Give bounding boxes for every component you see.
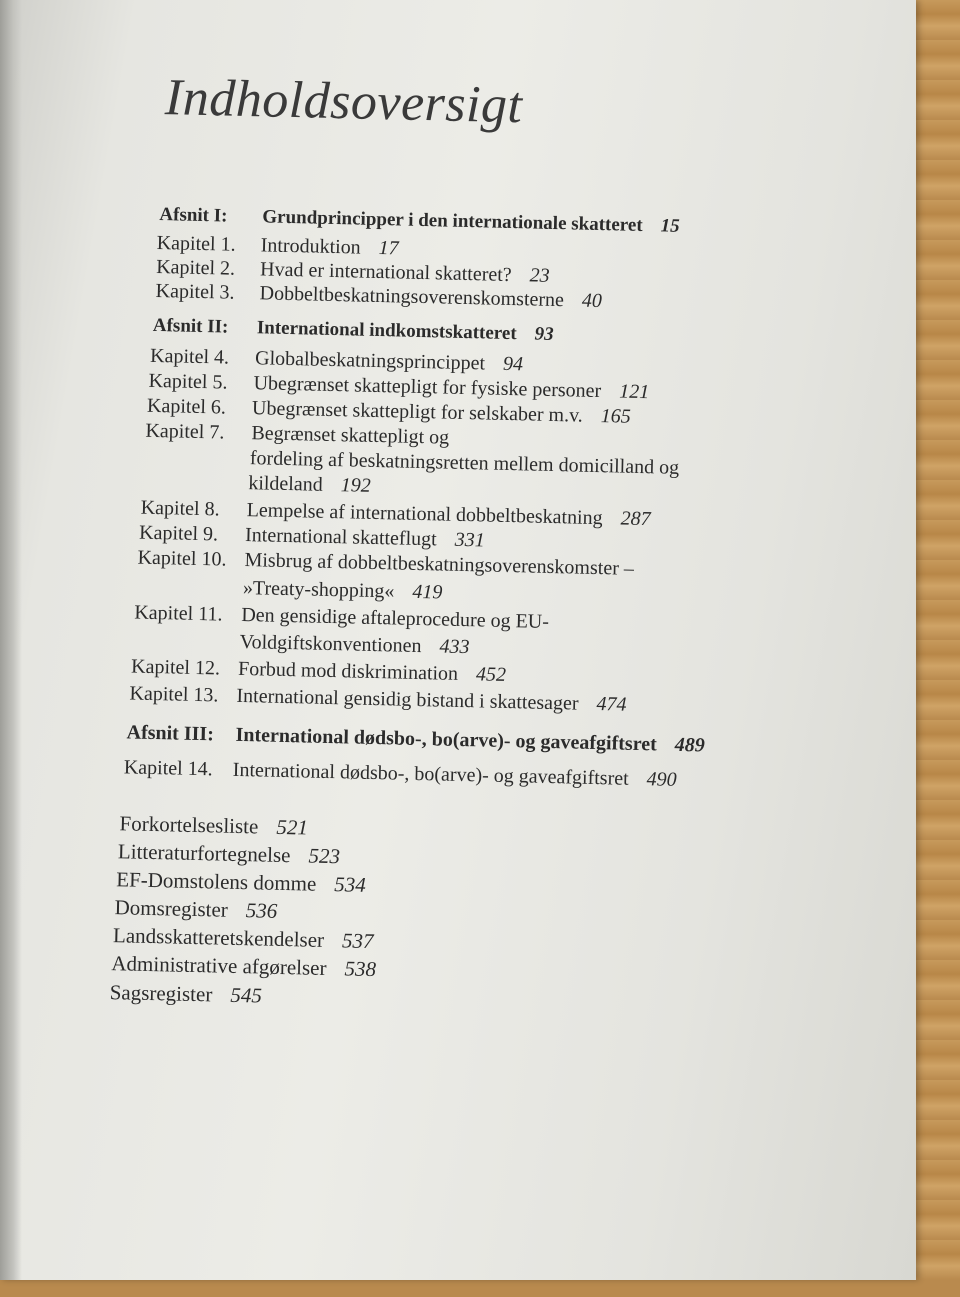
appendix-title: Litteraturfortegnelse xyxy=(117,839,291,868)
appendix-page: 538 xyxy=(344,956,377,982)
chapter-label: Kapitel 2. xyxy=(155,255,236,280)
chapter-title: International dødsbo-, bo(arve)- og gaveafgiftsret xyxy=(232,758,629,790)
chapter-page: 331 xyxy=(454,528,485,552)
chapter-title: Dobbeltbeskatningsoverenskomsterne xyxy=(259,282,565,312)
chapter-label: Kapitel 4. xyxy=(149,344,230,369)
appendix-title: Sagsregister xyxy=(109,980,213,1007)
chapter-title: Begrænset skattepligt og xyxy=(251,422,450,449)
chapter-title-continuation xyxy=(239,630,469,659)
section-label: Afsnit II: xyxy=(152,314,229,338)
chapter-title: International gensidig bistand i skattesager xyxy=(236,684,579,715)
chapter-title: Forbud mod diskrimination xyxy=(237,657,459,685)
chapter-page: 23 xyxy=(529,264,550,287)
chapter-title: Globalbeskatningsprincippet xyxy=(254,347,486,375)
chapter-label: Kapitel 8. xyxy=(140,496,220,521)
chapter-label: Kapitel 11. xyxy=(134,601,223,626)
chapter-page: 452 xyxy=(475,663,507,686)
chapter-title-continuation xyxy=(248,471,371,498)
chapter-title: Introduktion xyxy=(260,234,361,259)
chapter-title: Ubegrænset skattepligt for fysiske personer xyxy=(253,372,602,403)
chapter-label: Kapitel 10. xyxy=(137,546,227,571)
chapter-title: International skatteflugt xyxy=(244,524,437,551)
chapter-title: Hvad er international skatteret? xyxy=(259,258,512,287)
page-title: Indholdsoversigt xyxy=(164,69,524,135)
appendix-page: 545 xyxy=(230,982,263,1008)
chapter-label: Kapitel 3. xyxy=(155,279,235,304)
chapter-title-continuation xyxy=(243,576,443,605)
chapter-label: Kapitel 9. xyxy=(138,521,219,546)
section-page: 93 xyxy=(534,323,554,345)
appendix-title: Administrative afgørelser xyxy=(111,951,327,980)
section-label: Afsnit I: xyxy=(159,204,228,227)
chapter-title: kildeland xyxy=(248,472,323,496)
chapter-page: 121 xyxy=(618,380,650,404)
chapter-page: 433 xyxy=(439,635,470,659)
chapter-page: 40 xyxy=(581,289,603,313)
chapter-title: Voldgiftskonventionen xyxy=(239,630,422,658)
section-title: International dødsbo-, bo(arve)- og gaveafgiftsret xyxy=(235,723,658,756)
appendix-page: 523 xyxy=(308,843,341,869)
appendix-page: 521 xyxy=(276,814,309,840)
chapter-page: 94 xyxy=(502,352,524,376)
chapter-label: Kapitel 13. xyxy=(129,682,219,707)
chapter-title: »Treaty-shopping« xyxy=(242,577,395,603)
appendix-title: Landsskatteretskendelser xyxy=(112,923,325,952)
appendix-entry xyxy=(109,980,262,1007)
appendix-title: EF-Domstolens domme xyxy=(116,867,317,896)
chapter-label: Kapitel 14. xyxy=(123,756,213,781)
section-page: 15 xyxy=(660,215,680,237)
chapter-label: Kapitel 1. xyxy=(156,231,236,256)
chapter-title: Lempelse af international dobbeltbeskatning xyxy=(246,499,603,530)
chapter-page: 474 xyxy=(596,693,627,716)
chapter-label: Kapitel 12. xyxy=(130,655,221,680)
section-label: Afsnit III: xyxy=(126,721,215,746)
chapter-page: 287 xyxy=(620,507,651,531)
appendix-page: 534 xyxy=(334,872,367,897)
chapter-label: Kapitel 6. xyxy=(146,394,227,419)
appendix-entry xyxy=(111,951,376,981)
chapter-page: 165 xyxy=(600,405,632,428)
section-title: Grundprincipper i den internationale skatteret xyxy=(262,206,643,236)
section-title: International indkomstskatteret xyxy=(256,317,517,345)
appendix-entry xyxy=(119,811,308,839)
appendix-entry xyxy=(113,923,374,953)
appendix-page: 536 xyxy=(245,898,278,923)
chapter-page: 490 xyxy=(646,768,677,791)
appendix-page: 537 xyxy=(341,928,374,954)
chapter-label: Kapitel 5. xyxy=(148,369,228,394)
chapter-title: Misbrug af dobbeltbeskatningsoverenskomster – xyxy=(244,549,635,580)
appendix-title: Forkortelsesliste xyxy=(119,811,259,839)
appendix-title: Domsregister xyxy=(114,895,229,922)
chapter-page: 192 xyxy=(340,474,371,497)
chapter-page: 419 xyxy=(412,580,443,604)
appendix-entry xyxy=(114,895,277,923)
appendix-entry xyxy=(116,867,366,897)
chapter-title: Ubegrænset skattepligt for selskaber m.v. xyxy=(251,397,584,427)
appendix-entry xyxy=(118,839,341,868)
chapter-label: Kapitel 7. xyxy=(145,419,225,444)
section-page: 489 xyxy=(674,733,706,757)
chapter-title-continuation: fordeling af beskatningsretten mellem domicilland og xyxy=(249,447,680,479)
chapter-title: Den gensidige aftaleprocedure og EU- xyxy=(241,603,550,633)
chapter-page: 17 xyxy=(378,237,399,260)
